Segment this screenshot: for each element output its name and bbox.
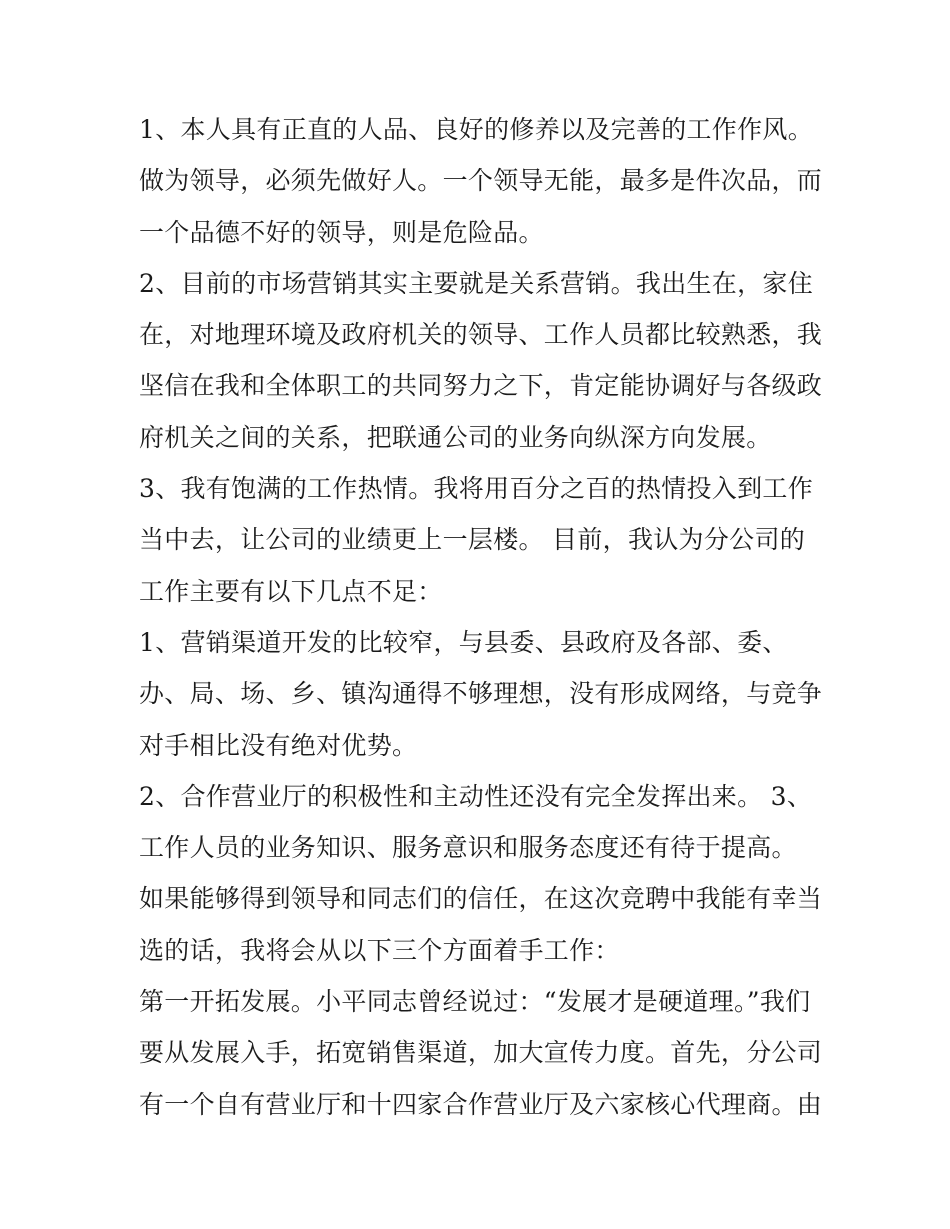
text-line: 工作主要有以下几点不足： (139, 576, 443, 606)
text-line: 一个品德不好的领导，则是危险品。 (139, 217, 544, 247)
text-line: 坚信在我和全体职工的共同努力之下，肯定能协调好与各级政 (139, 371, 823, 401)
text-line: 1、营销渠道开发的比较窄，与县委、县政府及各部、委、 (139, 627, 788, 657)
text-line: 对手相比没有绝对优势。 (139, 730, 418, 760)
text-line: 2、目前的市场营销其实主要就是关系营销。我出生在，家住 (139, 268, 814, 298)
text-line: 做为领导，必须先做好人。一个领导无能，最多是件次品，而 (139, 166, 823, 196)
text-line: 有一个自有营业厅和十四家合作营业厅及六家核心代理商。由 (139, 1089, 823, 1119)
text-line: 府机关之间的关系，把联通公司的业务向纵深方向发展。 (139, 422, 772, 452)
document-body (139, 104, 823, 1130)
text-line: 第一开拓发展。小平同志曾经说过：“发展才是硬道理。”我们 (139, 987, 811, 1017)
text-line: 工作人员的业务知识、服务意识和服务态度还有待于提高。 (139, 833, 797, 863)
text-line: 当中去，让公司的业绩更上一层楼。 目前，我认为分公司的 (139, 525, 806, 555)
text-line: 2、合作营业厅的积极性和主动性还没有完全发挥出来。 3、 (139, 781, 813, 811)
text-line: 1、本人具有正直的人品、良好的修养以及完善的工作作风。 (139, 115, 814, 144)
text-line: 3、我有饱满的工作热情。我将用百分之百的热情投入到工作 (139, 474, 814, 504)
text-line: 在，对地理环境及政府机关的领导、工作人员都比较熟悉，我 (139, 320, 823, 350)
text-line: 要从发展入手，拓宽销售渠道，加大宣传力度。首先，分公司 (139, 1038, 823, 1068)
text-line: 如果能够得到领导和同志们的信任，在这次竞聘中我能有幸当 (139, 884, 823, 914)
text-line: 选的话，我将会从以下三个方面着手工作： (139, 935, 620, 965)
text-line: 办、局、场、乡、镇沟通得不够理想，没有形成网络，与竞争 (139, 679, 823, 709)
